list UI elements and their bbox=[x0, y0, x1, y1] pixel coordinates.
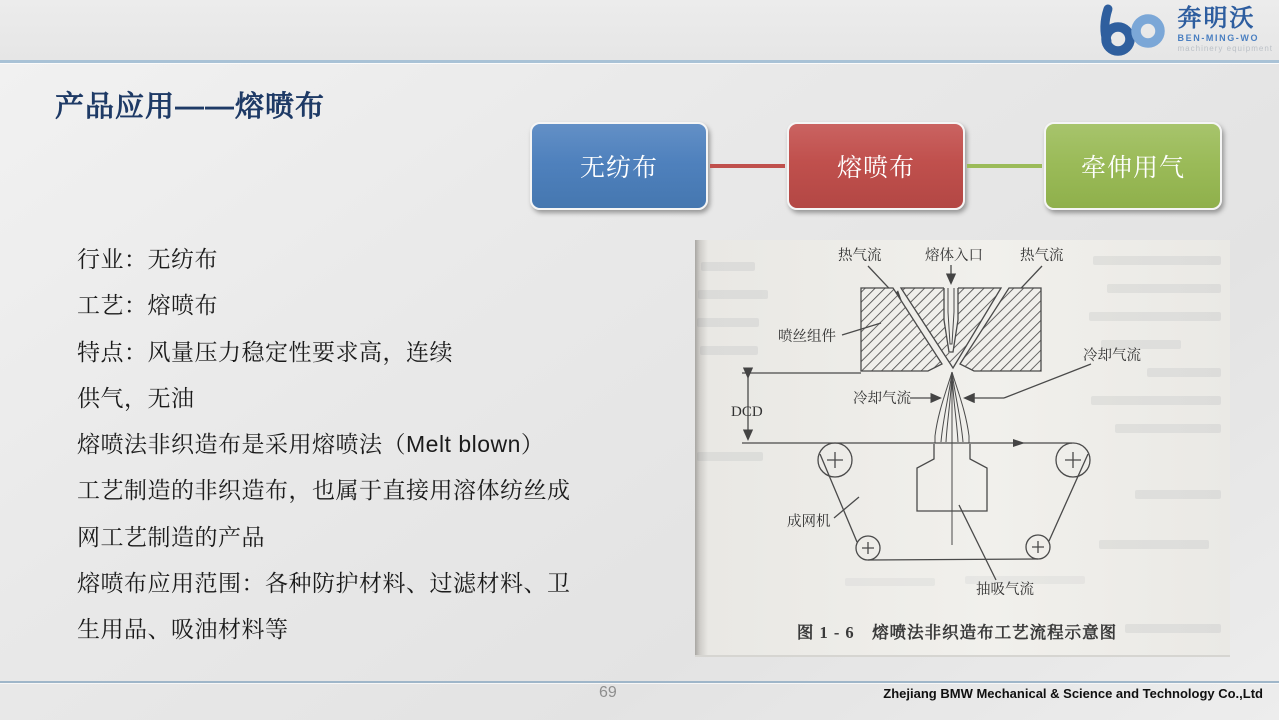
roller-cross bbox=[862, 542, 874, 554]
flow-node-meltblown bbox=[787, 122, 965, 210]
logo-tagline: machinery equipment bbox=[1177, 44, 1273, 53]
body-line: 供气，无油 bbox=[77, 384, 195, 411]
flow-connector-red bbox=[710, 164, 785, 168]
belt-bottom-line bbox=[868, 559, 1038, 560]
label-web-former: 成网机 bbox=[787, 514, 831, 530]
page-number: 69 bbox=[599, 684, 617, 701]
belt-direction-arrow bbox=[1013, 439, 1025, 447]
label-suction: 抽吸气流 bbox=[976, 582, 1034, 598]
label-melt-inlet: 熔体入口 bbox=[925, 248, 983, 264]
page-title: 产品应用——熔喷布 bbox=[55, 91, 326, 123]
logo-text bbox=[1178, 7, 1273, 53]
body-line: 生用品、吸油材料等 bbox=[77, 616, 289, 643]
leader-suction bbox=[959, 505, 996, 580]
body-line: 熔喷布应用范围：各种防护材料、过滤材料、卫 bbox=[77, 570, 571, 597]
body-line: 特点：风量压力稳定性要求高，连续 bbox=[77, 338, 453, 365]
flow-node-label: 无纺布 bbox=[579, 154, 658, 182]
header-divider bbox=[0, 60, 1279, 64]
flow-node-label: 熔喷布 bbox=[836, 154, 915, 182]
footer-company-name: Zhejiang BMW Mechanical & Science and Technology Co.,Ltd bbox=[883, 686, 1263, 701]
label-dcd: DCD bbox=[731, 404, 763, 420]
meltblown-process-diagram bbox=[695, 240, 1230, 655]
logo-name-en: BEN-MING-WO bbox=[1177, 33, 1260, 43]
body-line: 熔喷法非织造布是采用熔喷法（Melt blown） bbox=[77, 431, 545, 458]
logo-bo-icon bbox=[1096, 3, 1174, 57]
flow-node-label: 牵伸用气 bbox=[1080, 154, 1185, 182]
flow-connector-green bbox=[967, 164, 1042, 168]
flow-node-nonwoven bbox=[530, 122, 708, 210]
body-line: 工艺：熔喷布 bbox=[77, 292, 218, 319]
body-line: 工艺制造的非织造布，也属于直接用溶体纺丝成 bbox=[77, 477, 571, 504]
roller-cross bbox=[1032, 541, 1044, 553]
process-diagram-image bbox=[695, 240, 1230, 657]
label-cooling-left: 冷却气流 bbox=[853, 391, 911, 407]
label-hot-air-left: 热气流 bbox=[838, 248, 882, 264]
body-line: 网工艺制造的产品 bbox=[77, 523, 265, 550]
body-text bbox=[77, 241, 702, 658]
roller-cross bbox=[1065, 452, 1081, 468]
body-line: 行业：无纺布 bbox=[77, 246, 218, 272]
company-logo bbox=[1096, 3, 1273, 57]
roller-cross bbox=[827, 452, 843, 468]
belt-right-slant bbox=[1049, 454, 1088, 541]
flow-node-drawing-air bbox=[1044, 122, 1222, 210]
figure-caption: 图 1 - 6 熔喷法非织造布工艺流程示意图 bbox=[796, 623, 1118, 642]
header-band bbox=[0, 0, 1279, 60]
leader-web-former bbox=[834, 497, 859, 518]
process-flow bbox=[530, 122, 1222, 210]
label-hot-air-right: 热气流 bbox=[1020, 248, 1064, 264]
label-cooling-right: 冷却气流 bbox=[1083, 348, 1141, 364]
logo-name-cn: 奔明沃 bbox=[1177, 5, 1256, 32]
footer-divider bbox=[0, 681, 1279, 684]
label-spinneret: 喷丝组件 bbox=[778, 329, 836, 345]
